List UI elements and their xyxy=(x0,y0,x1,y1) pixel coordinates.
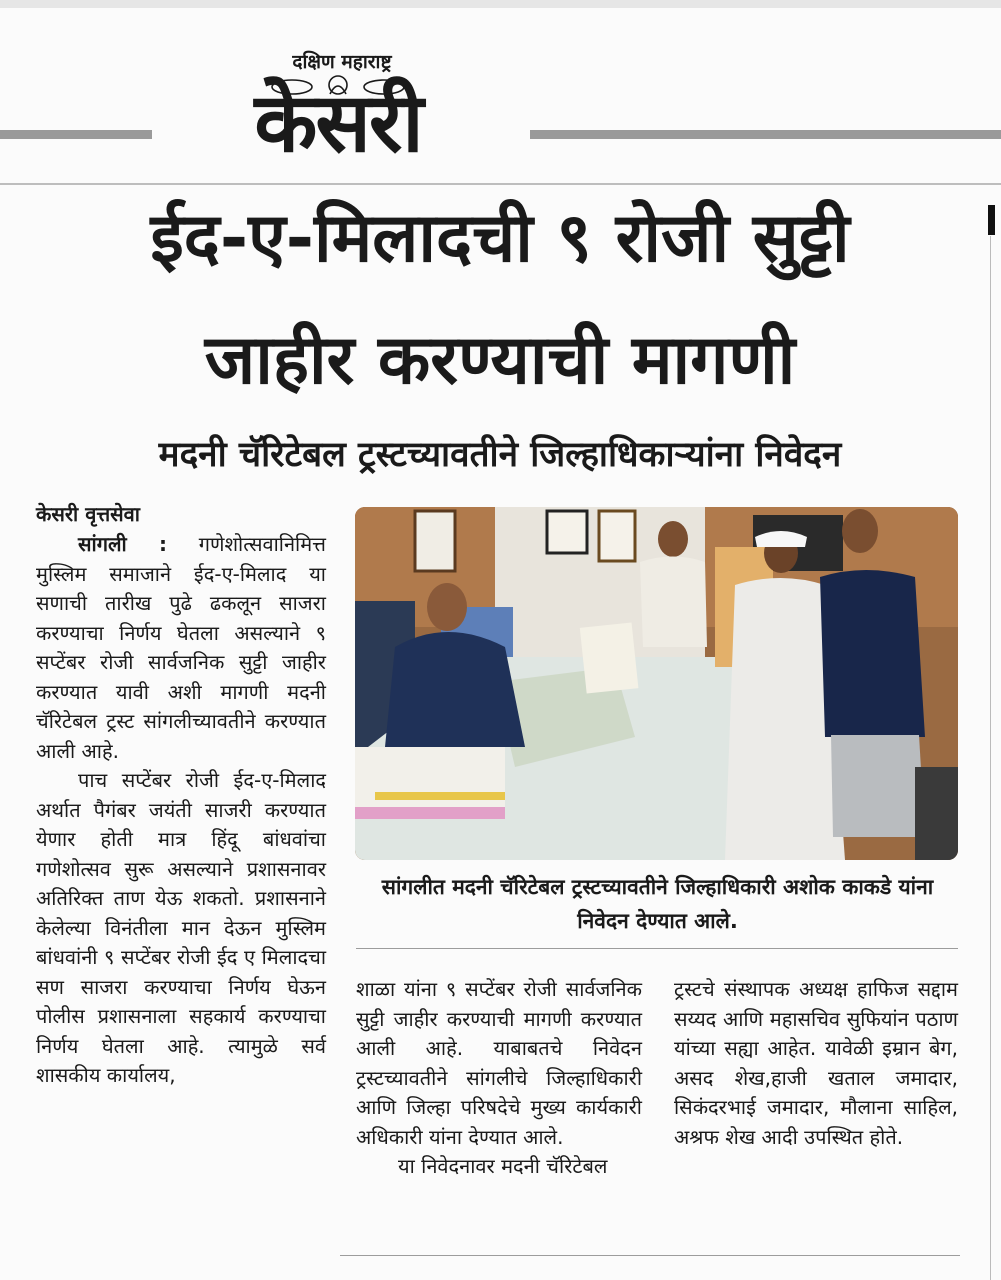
column-2-paragraph-2: या निवेदनावर मदनी चॅरिटेबल xyxy=(398,1154,608,1178)
masthead-title: केसरी xyxy=(254,76,422,171)
subheadline: मदनी चॅरिटेबल ट्रस्टच्यावतीने जिल्हाधिकाऱ्यांना निवेदन xyxy=(158,435,842,475)
photo-illustration xyxy=(355,507,958,860)
dateline: सांगली : xyxy=(78,532,168,556)
right-column-marker xyxy=(988,205,995,235)
headline-line-1: ईद-ए-मिलादची ९ रोजी सुट्टी xyxy=(150,199,850,278)
headline-line-2: जाहीर करण्याची मागणी xyxy=(204,321,796,400)
article-column-1 xyxy=(36,530,326,1091)
article-paragraph-1 xyxy=(36,530,326,766)
article-paragraph-2: पाच सप्टेंबर रोजी ईद-ए-मिलाद अर्थात पैगंबर जयंती साजरी करण्यात येणार होती मात्र हिंदू बांधवांचा गणेशोत्सव सुरू असल्याने प्रशासनावर अतिरिक्त ताण येऊ शकतो. प्रशासनाने केलेल्या विनंतीला मान देऊन मुस्लिम बांधवांनी ९ सप्टेंबर रोजी ईद ए मिलादचा सण साजरा करण्याचा निर्णय घेऊन पोलीस प्रशासनाला सहकार्य करण्याचा निर्णय घेतला आहे. त्यामुळे सर्व शासकीय कार्यालय, xyxy=(36,768,326,1087)
photo-caption: सांगलीत मदनी चॅरिटेबल ट्रस्टच्यावतीने जिल्हाधिकारी अशोक काकडे यांना निवेदन देण्यात आले. xyxy=(381,875,934,933)
news-photo xyxy=(355,507,958,860)
bottom-separator xyxy=(340,1255,960,1256)
column-2-paragraph-1: शाळा यांना ९ सप्टेंबर रोजी सार्वजनिक सुट्टी जाहीर करण्याची मागणी करण्यात आली आहे. याबाबतचे निवेदन ट्रस्टच्यावतीने सांगलीचे जिल्हाधिकारी आणि जिल्हा परिषदेचे मुख्य कार्यकारी अधिकारी यांना देण्यात आले. xyxy=(356,977,642,1149)
top-strip xyxy=(0,0,1001,8)
byline: केसरी वृत्तसेवा xyxy=(36,502,140,526)
masthead-edition: दक्षिण महाराष्ट्र xyxy=(292,51,392,73)
caption-separator xyxy=(356,948,958,949)
paragraph-1-text: गणेशोत्सवानिमित्त मुस्लिम समाजाने ईद-ए-मिलाद या सणाची तारीख पुढे ढकलून साजरा करण्याचा निर्णय घेतला असल्याने ९ सप्टेंबर रोजी सार्वजनिक सुट्टी जाहीर करण्यात यावी अशी मागणी मदनी चॅरिटेबल ट्रस्ट सांगलीच्यावतीने करण्यात आली आहे. xyxy=(36,532,326,763)
masthead-rule-left xyxy=(0,130,152,139)
article-column-2 xyxy=(356,975,642,1182)
right-column-rule xyxy=(990,236,991,1280)
masthead-bottom-rule xyxy=(0,183,1001,185)
article-column-3: ट्रस्टचे संस्थापक अध्यक्ष हाफिज सद्दाम सय्यद आणि महासचिव सुफियांन पठाण यांच्या सह्या आहेत. यावेळी इम्रान बेग, असद शेख,हाजी खताल जमादार, सिकंदरभाई जमादार, मौलाना साहिल, अश्रफ शेख आदी उपस्थित होते. xyxy=(674,977,958,1149)
masthead-rule-right xyxy=(530,130,1001,139)
